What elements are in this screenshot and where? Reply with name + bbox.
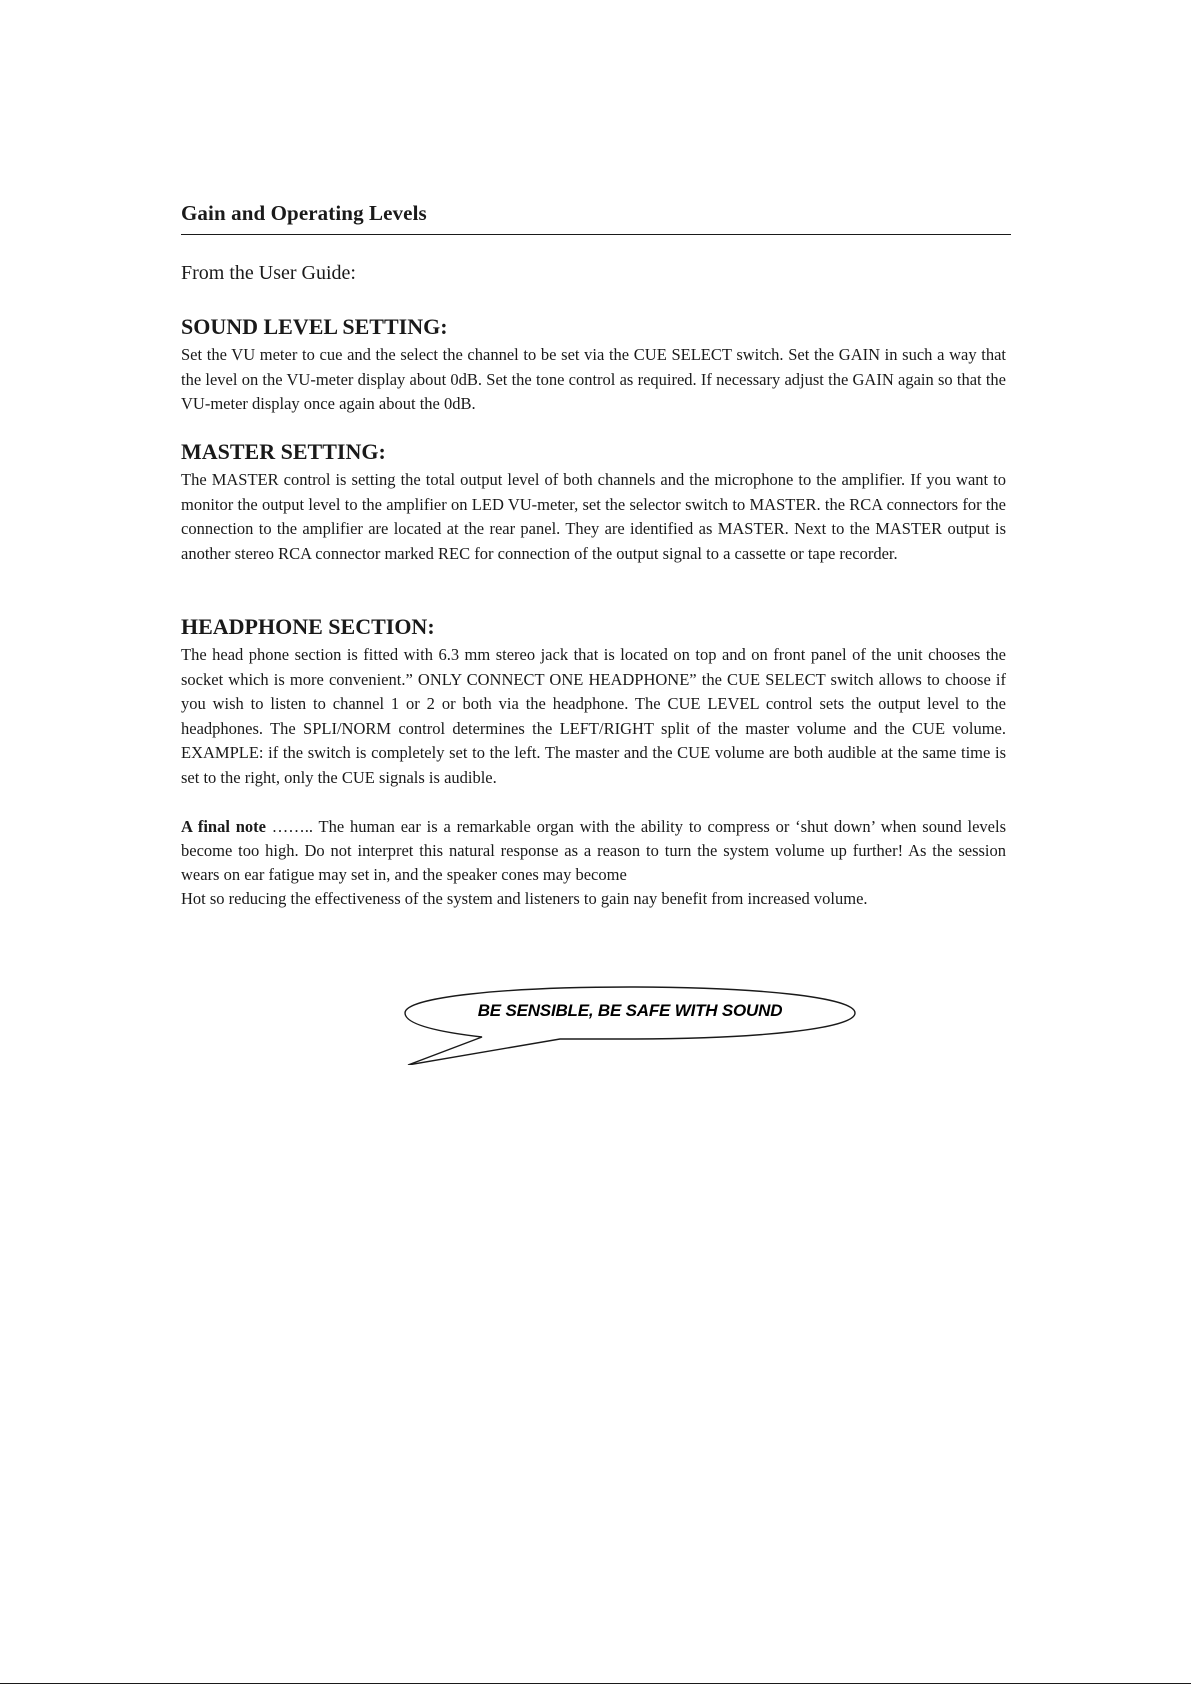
section-headphone-section [181,613,1006,790]
section-body: The head phone section is fitted with 6.3 mm stereo jack that is located on top and on front panel of the unit chooses the socket which is more convenient.” ONLY CONNECT ONE HEADPHONE” the CUE SELECT switch allows to choose if you wish to listen to channel 1 or 2 or both via the headphone. The CUE LEVEL control sets the output level to the headphones. The SPLI/NORM control determines the LEFT/RIGHT split of the master volume and the CUE volume. EXAMPLE: if the switch is completely set to the left. The master and the CUE volume are both audible at the same time is set to the right, only the CUE signals is audible. [181,645,1006,787]
section-body: The MASTER control is setting the total output level of both channels and the microphone to the amplifier. If you want to monitor the output level to the amplifier on LED VU-meter, set the selector switch to MASTER. the RCA connectors for the connection to the amplifier are located at the rear panel. They are identified as MASTER. Next to the MASTER output is another stereo RCA connector marked REC for connection of the output signal to a cassette or tape recorder. [181,470,1006,563]
section-heading: SOUND LEVEL SETTING: [181,314,448,339]
speech-bubble-callout [400,985,860,1065]
title-underline [181,234,1011,235]
section-sound-level-setting [181,313,1006,417]
final-note-paragraph [181,815,1006,911]
final-note-last-line: Hot so reducing the effectiveness of the system and listeners to gain nay benefit from increased volume. [181,889,868,908]
section-body: Set the VU meter to cue and the select the channel to be set via the CUE SELECT switch. Set the GAIN in such a way that the level on the VU-meter display about 0dB. Set the tone control as required. If necessary adjust the GAIN again so that the VU-meter display once again about the 0dB. [181,345,1006,413]
page-bottom-border [0,1683,1191,1684]
intro-text: From the User Guide: [181,262,356,284]
callout-text: BE SENSIBLE, BE SAFE WITH SOUND [477,1001,783,1020]
final-note-text: …….. The human ear is a remarkable organ with the ability to compress or ‘shut down’ when sound levels become too high. Do not interpret this natural response as a reason to turn the system volume up further! As the session wears on ear fatigue may set in, and the speaker cones may become [181,817,1006,884]
speech-bubble-shape [400,985,860,1065]
section-heading: HEADPHONE SECTION: [181,614,435,639]
section-heading: MASTER SETTING: [181,439,386,464]
section-master-setting [181,438,1006,566]
final-note-lead: A final note [181,817,266,836]
page-title: Gain and Operating Levels [181,201,427,225]
